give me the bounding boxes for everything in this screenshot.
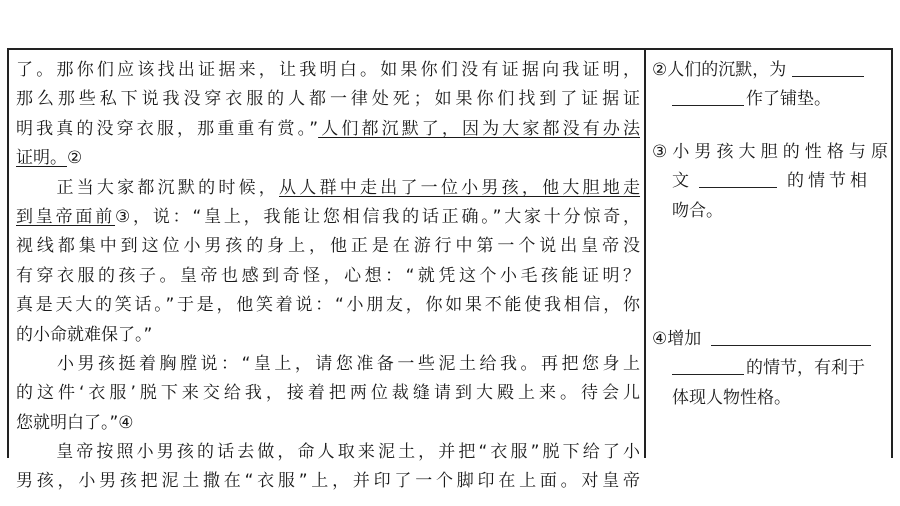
answer-blank[interactable]	[792, 58, 864, 77]
underlined-sentence: 从人群中走出了一位小男孩，他大胆地走	[279, 177, 641, 198]
annotation-marker: ②	[67, 148, 83, 169]
passage-line: 了。那你们应该找出证据来，让我明白。如果你们没有证据向我证明，	[16, 60, 640, 80]
passage-line: 的这件‘衣服’脱下来交给我，接着把两位裁缝请到大殿上来。待会儿	[16, 383, 640, 404]
passage-line: 的小命就难保了。”	[16, 324, 153, 345]
answer-blank[interactable]	[711, 327, 871, 346]
answer-blank[interactable]	[672, 87, 744, 106]
note-3: ③小男孩大胆的性格与原 文 的情节相 吻合。	[652, 142, 888, 221]
passage-line: 明我真的没穿衣服，那重重有赏。”人们都沉默了，因为大家都没有办法	[16, 118, 640, 139]
passage-line: 皇帝按照小男孩的话去做，命人取来泥土，并把“衣服”脱下给了小	[16, 442, 640, 463]
note-4: ④增加 的情节，有利于 体现人物性格。	[652, 325, 888, 413]
passage-line: 正当大家都沉默的时候，从人群中走出了一位小男孩，他大胆地走	[16, 177, 641, 198]
underlined-sentence: 到皇帝面前	[16, 206, 116, 227]
passage-line: 您就明白了。”④	[16, 412, 134, 433]
column-divider	[644, 48, 646, 458]
passage-line: 到皇帝面前③，说：“皇上，我能让您相信我的话正确。”大家十分惊奇，	[16, 206, 641, 227]
passage-line: 小男孩挺着胸膛说：“皇上，请您准备一些泥土给我。再把您身上	[16, 353, 640, 374]
passage-line: 男孩，小男孩把泥土撒在“衣服”上，并印了一个脚印在上面。对皇帝	[16, 471, 640, 492]
underlined-sentence: 人们都沉默了，因为大家都没有办法	[318, 118, 640, 139]
passage-line: 视线都集中到这位小男孩的身上，他正是在游行中第一个说出皇帝没	[16, 236, 640, 257]
answer-blank[interactable]	[699, 169, 777, 188]
passage-line: 真是天大的笑话。”于是，他笑着说：“小朋友，你如果不能使我相信，你	[16, 295, 640, 316]
underlined-sentence: 证明。	[16, 148, 67, 169]
passage-line: 那么那些私下说我没穿衣服的人都一律处死；如果你们找到了证据证	[16, 89, 640, 110]
note-2: ②人们的沉默，为 作了铺垫。	[652, 56, 888, 115]
passage-line	[16, 144, 640, 173]
passage-column	[16, 56, 640, 497]
answer-blank[interactable]	[672, 356, 744, 375]
passage-line: 有穿衣服的孩子。皇帝也感到奇怪，心想：“就凭这个小毛孩能证明？	[16, 265, 640, 286]
